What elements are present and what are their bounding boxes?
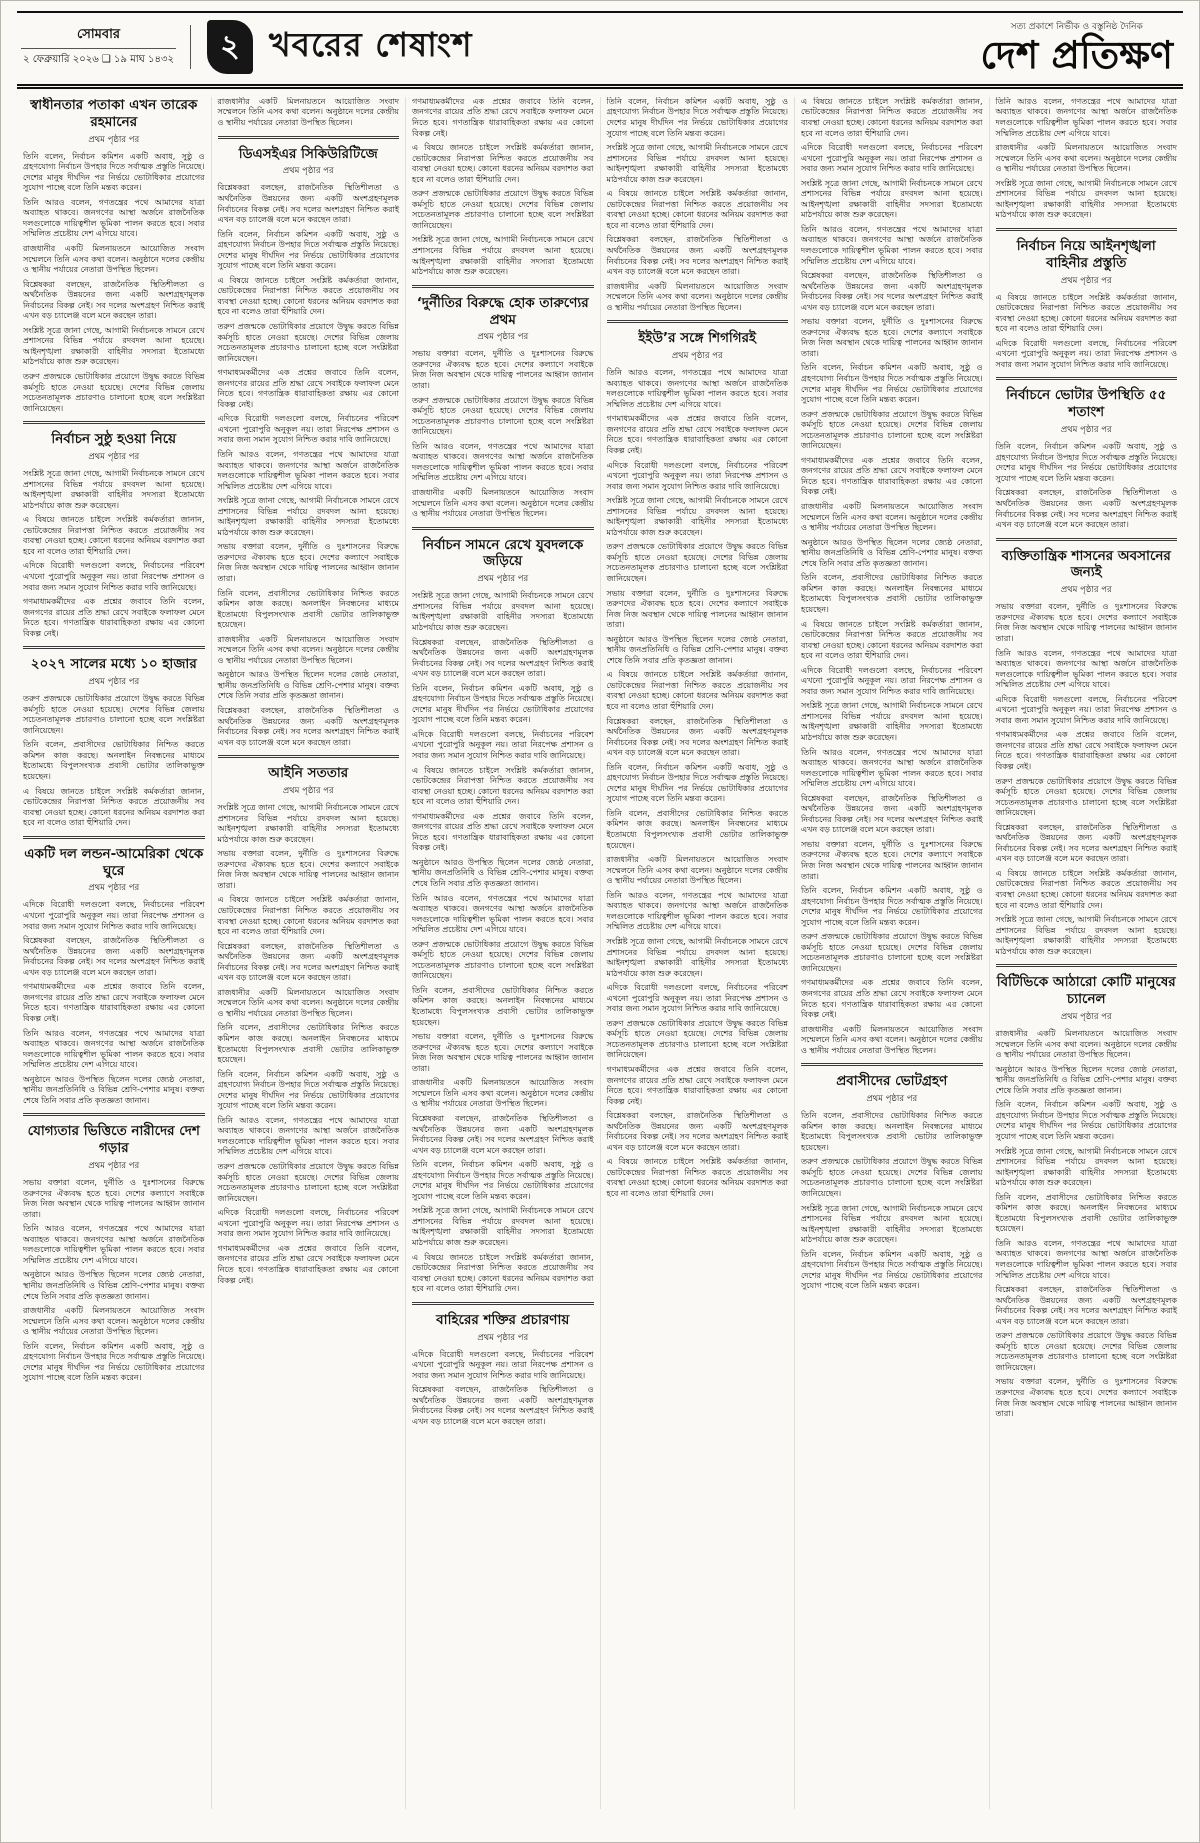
article-paragraph: রাজধানীর একটি মিলনায়তনে আয়োজিত সংবাদ সম্মেলনে তিনি এসব কথা বলেন। অনুষ্ঠানে দলের কেন্দ্রীয় ও স্থানীয় পর্যায়ের নেতারা উপস্থিত ছিলেন। (217, 987, 399, 1018)
article-headline: ব্যক্তিতান্ত্রিক শাসনের অবসানের জন্যই (1001, 547, 1171, 581)
article-paragraph: তরুণ প্রজন্মকে ভোটাধিকার প্রয়োগে উদ্বুদ্ধ করতে বিভিন্ন কর্মসূচি হাতে নেওয়া হয়েছে। দেশের বিভিন্ন জেলায় সচেতনতামূলক প্রচারণাও চালানো হচ্ছে বলে সংশ্লিষ্টরা জানিয়েছেন। (217, 321, 399, 363)
article-paragraph: সভায় বক্তারা বলেন, দুর্নীতি ও দুঃশাসনের বিরুদ্ধে তরুণদের ঐক্যবদ্ধ হতে হবে। দেশের কল্যাণে সবাইকে নিজ নিজ অবস্থান থেকে দায়িত্ব পালনের আহ্বান জানান তারা। (801, 317, 983, 358)
article-paragraph: এদিকে বিরোধী দলগুলো বলছে, নির্বাচনের পরিবেশ এখনো পুরোপুরি অনুকূল নয়। তারা নিরপেক্ষ প্রশাসন ও সবার জন্য সমান সুযোগ নিশ্চিত করার দাবি জানিয়েছে। (995, 338, 1177, 369)
article-paragraph: এদিকে বিরোধী দলগুলো বলছে, নির্বাচনের পরিবেশ এখনো পুরোপুরি অনুকূল নয়। তারা নিরপেক্ষ প্রশাসন ও সবার জন্য সমান সুযোগ নিশ্চিত করার দাবি জানিয়েছে। (412, 1349, 594, 1380)
article-paragraph: তিনি বলেন, প্রবাসীদের ভোটাধিকার নিশ্চিত করতে কমিশন কাজ করছে। অনলাইন নিবন্ধনের মাধ্যমে ইতোমধ্যে বিপুলসংখ্যক প্রবাসী ভোটার তালিকাভুক্ত হয়েছেন। (606, 808, 788, 850)
article-continuation (412, 97, 594, 278)
article-headline: বাহিরের শক্তির প্রচারণায় (436, 1311, 570, 1328)
article-paragraph: এদিকে বিরোধী দলগুলো বলছে, নির্বাচনের পরিবেশ এখনো পুরোপুরি অনুকূল নয়। তারা নিরপেক্ষ প্রশাসন ও সবার জন্য সমান সুযোগ নিশ্চিত করার দাবি জানিয়েছে। (412, 729, 594, 760)
continued-from-label: প্রথম পৃষ্ঠার পর (88, 677, 140, 688)
article-paragraph: এ বিষয়ে জানতে চাইলে সংশ্লিষ্ট কর্মকর্তারা জানান, ভোটকেন্দ্রের নিরাপত্তা নিশ্চিত করতে প্রয়োজনীয় সব ব্যবস্থা নেওয়া হচ্ছে। কোনো ধরনের অনিয়ম বরদাশত করা হবে না বলেও তারা হুঁশিয়ারি দেন। (606, 670, 788, 712)
continued-from-label: প্রথম পৃষ্ঠার পর (88, 134, 140, 145)
article-paragraph: এ বিষয়ে জানতে চাইলে সংশ্লিষ্ট কর্মকর্তারা জানান, ভোটকেন্দ্রের নিরাপত্তা নিশ্চিত করতে প্রয়োজনীয় সব ব্যবস্থা নেওয়া হচ্ছে। কোনো ধরনের অনিয়ম বরদাশত করা হবে না বলেও তারা হুঁশিয়ারি দেন। (801, 619, 983, 661)
date-block (21, 25, 191, 69)
article (412, 527, 594, 1295)
article (412, 285, 594, 520)
article-paragraph: সংশ্লিষ্ট সূত্রে জানা গেছে, আগামী নির্বাচনকে সামনে রেখে প্রশাসনের বিভিন্ন পর্যায়ে রদবদল আনা হয়েছে। আইনশৃঙ্খলা রক্ষাকারী বাহিনীর সদস্যরা ইতোমধ্যে মাঠপর্যায়ে কাজ শুরু করেছেন। (23, 325, 205, 367)
articles-grid (17, 97, 1183, 1809)
article-paragraph: অনুষ্ঠানে আরও উপস্থিত ছিলেন দলের জ্যেষ্ঠ নেতারা, স্থানীয় জনপ্রতিনিধি ও বিভিন্ন শ্রেণি-পেশার মানুষ। বক্তব্য শেষে তিনি সবার প্রতি কৃতজ্ঞতা জানান। (995, 1064, 1177, 1095)
article-paragraph: সংশ্লিষ্ট সূত্রে জানা গেছে, আগামী নির্বাচনকে সামনে রেখে প্রশাসনের বিভিন্ন পর্যায়ে রদবদল আনা হয়েছে। আইনশৃঙ্খলা রক্ষাকারী বাহিনীর সদস্যরা ইতোমধ্যে মাঠপর্যায়ে কাজ শুরু করেছেন। (606, 143, 788, 184)
article-paragraph: এ বিষয়ে জানতে চাইলে সংশ্লিষ্ট কর্মকর্তারা জানান, ভোটকেন্দ্রের নিরাপত্তা নিশ্চিত করতে প্রয়োজনীয় সব ব্যবস্থা নেওয়া হচ্ছে। কোনো ধরনের অনিয়ম বরদাশত করা হবে না বলেও তারা হুঁশিয়ারি দেন। (995, 868, 1177, 910)
article-paragraph: বিশ্লেষকরা বলছেন, রাজনৈতিক স্থিতিশীলতা ও অর্থনৈতিক উন্নয়নের জন্য একটি অংশগ্রহণমূলক নির্বাচনের বিকল্প নেই। সব দলের অংশগ্রহণ নিশ্চিত করাই এখন বড় চ্যালেঞ্জ বলে মনে করছেন তারা। (995, 822, 1177, 864)
article-paragraph: রাজধানীর একটি মিলনায়তনে আয়োজিত সংবাদ সম্মেলনে তিনি এসব কথা বলেন। অনুষ্ঠানে দলের কেন্দ্রীয় ও স্থানীয় পর্যায়ের নেতারা উপস্থিত ছিলেন। (606, 855, 788, 886)
article-paragraph: রাজধানীর একটি মিলনায়তনে আয়োজিত সংবাদ সম্মেলনে তিনি এসব কথা বলেন। অনুষ্ঠানে দলের কেন্দ্রীয় ও স্থানীয় পর্যায়ের নেতারা উপস্থিত ছিলেন। (412, 1078, 594, 1109)
article-paragraph: অনুষ্ঠানে আরও উপস্থিত ছিলেন দলের জ্যেষ্ঠ নেতারা, স্থানীয় জনপ্রতিনিধি ও বিভিন্ন শ্রেণি-পেশার মানুষ। বক্তব্য শেষে তিনি সবার প্রতি কৃতজ্ঞতা জানান। (606, 634, 788, 665)
continued-from-label: প্রথম পৃষ্ঠার পর (88, 1161, 140, 1172)
article-paragraph: তিনি আরও বলেন, গণতন্ত্রের পথে আমাদের যাত্রা অব্যাহত থাকবে। জনগণের আস্থা অর্জনে রাজনৈতিক দলগুলোকে দায়িত্বশীল ভূমিকা পালন করতে হবে। সবার সম্মিলিত প্রচেষ্টায় দেশ এগিয়ে যাবে। (801, 224, 983, 266)
article-paragraph: অনুষ্ঠানে আরও উপস্থিত ছিলেন দলের জ্যেষ্ঠ নেতারা, স্থানীয় জনপ্রতিনিধি ও বিভিন্ন শ্রেণি-পেশার মানুষ। বক্তব্য শেষে তিনি সবার প্রতি কৃতজ্ঞতা জানান। (412, 857, 594, 889)
article-paragraph: বিশ্লেষকরা বলছেন, রাজনৈতিক স্থিতিশীলতা ও অর্থনৈতিক উন্নয়নের জন্য একটি অংশগ্রহণমূলক নির্বাচনের বিকল্প নেই। সব দলের অংশগ্রহণ নিশ্চিত করাই এখন বড় চ্যালেঞ্জ বলে মনে করছেন তারা। (23, 279, 205, 321)
weekday-label: সোমবার (21, 25, 176, 49)
masthead-tagline: সত্য প্রকাশে নির্ভীক ও বস্তুনিষ্ঠ দৈনিক (1010, 22, 1143, 32)
article-paragraph: সংশ্লিষ্ট সূত্রে জানা গেছে, আগামী নির্বাচনকে সামনে রেখে প্রশাসনের বিভিন্ন পর্যায়ে রদবদল আনা হয়েছে। আইনশৃঙ্খলা রক্ষাকারী বাহিনীর সদস্যরা ইতোমধ্যে মাঠপর্যায়ে কাজ শুরু করেছেন। (23, 469, 205, 510)
article-headline: নির্বাচন নিয়ে আইনশৃঙ্খলা বাহিনীর প্রস্তুতি (1016, 237, 1156, 271)
article-paragraph: সভায় বক্তারা বলেন, দুর্নীতি ও দুঃশাসনের বিরুদ্ধে তরুণদের ঐক্যবদ্ধ হতে হবে। দেশের কল্যাণে সবাইকে নিজ নিজ অবস্থান থেকে দায়িত্ব পালনের আহ্বান জানান তারা। (217, 849, 399, 890)
continued-from-label: প্রথম পৃষ্ঠার পর (282, 166, 334, 177)
article-paragraph: বিশ্লেষকরা বলছেন, রাজনৈতিক স্থিতিশীলতা ও অর্থনৈতিক উন্নয়নের জন্য একটি অংশগ্রহণমূলক নির্বাচনের বিকল্প নেই। সব দলের অংশগ্রহণ নিশ্চিত করাই এখন বড় চ্যালেঞ্জ বলে মনে করছেন তারা। (217, 941, 399, 983)
article-paragraph: তিনি আরও বলেন, গণতন্ত্রের পথে আমাদের যাত্রা অব্যাহত থাকবে। জনগণের আস্থা অর্জনে রাজনৈতিক দলগুলোকে দায়িত্বশীল ভূমিকা পালন করতে হবে। সবার সম্মিলিত প্রচেষ্টায় দেশ এগিয়ে যাবে। (23, 1028, 205, 1070)
article-paragraph: রাজধানীর একটি মিলনায়তনে আয়োজিত সংবাদ সম্মেলনে তিনি এসব কথা বলেন। অনুষ্ঠানে দলের কেন্দ্রীয় ও স্থানীয় পর্যায়ের নেতারা উপস্থিত ছিলেন। (23, 1306, 205, 1337)
article-paragraph: তিনি বলেন, নির্বাচন কমিশন একটি অবাধ, সুষ্ঠু ও গ্রহণযোগ্য নির্বাচন উপহার দিতে সর্বাত্মক প্রস্তুতি নিয়েছে। দেশের মানুষ দীর্ঘদিন পর নির্ভয়ে ভোটাধিকার প্রয়োগের সুযোগ পাচ্ছে বলে তিনি মন্তব্য করেন। (606, 96, 788, 138)
article (801, 1063, 983, 1292)
article-paragraph: বিশ্লেষকরা বলছেন, রাজনৈতিক স্থিতিশীলতা ও অর্থনৈতিক উন্নয়নের জন্য একটি অংশগ্রহণমূলক নির্বাচনের বিকল্প নেই। সব দলের অংশগ্রহণ নিশ্চিত করাই এখন বড় চ্যালেঞ্জ বলে মনে করছেন তারা। (606, 235, 788, 277)
article-paragraph: বিশ্লেষকরা বলছেন, রাজনৈতিক স্থিতিশীলতা ও অর্থনৈতিক উন্নয়নের জন্য একটি অংশগ্রহণমূলক নির্বাচনের বিকল্প নেই। সব দলের অংশগ্রহণ নিশ্চিত করাই এখন বড় চ্যালেঞ্জ বলে মনে করছেন তারা। (412, 1113, 594, 1155)
article-paragraph: এ বিষয়ে জানতে চাইলে সংশ্লিষ্ট কর্মকর্তারা জানান, ভোটকেন্দ্রের নিরাপত্তা নিশ্চিত করতে প্রয়োজনীয় সব ব্যবস্থা নেওয়া হচ্ছে। কোনো ধরনের অনিয়ম বরদাশত করা হবে না বলেও তারা হুঁশিয়ারি দেন। (412, 143, 594, 184)
article-paragraph: সভায় বক্তারা বলেন, দুর্নীতি ও দুঃশাসনের বিরুদ্ধে তরুণদের ঐক্যবদ্ধ হতে হবে। দেশের কল্যাণে সবাইকে নিজ নিজ অবস্থান থেকে দায়িত্ব পালনের আহ্বান জানান তারা। (23, 1178, 205, 1219)
continued-from-label: প্রথম পৃষ্ঠার পর (866, 1094, 918, 1105)
page-header (17, 11, 1183, 89)
article-paragraph: সংশ্লিষ্ট সূত্রে জানা গেছে, আগামী নির্বাচনকে সামনে রেখে প্রশাসনের বিভিন্ন পর্যায়ে রদবদল আনা হয়েছে। আইনশৃঙ্খলা রক্ষাকারী বাহিনীর সদস্যরা ইতোমধ্যে মাঠপর্যায়ে কাজ শুরু করেছেন। (801, 178, 983, 220)
article-paragraph: বিশ্লেষকরা বলছেন, রাজনৈতিক স্থিতিশীলতা ও অর্থনৈতিক উন্নয়নের জন্য একটি অংশগ্রহণমূলক নির্বাচনের বিকল্প নেই। সব দলের অংশগ্রহণ নিশ্চিত করাই এখন বড় চ্যালেঞ্জ বলে মনে করছেন তারা। (995, 488, 1177, 530)
article-paragraph: সংশ্লিষ্ট সূত্রে জানা গেছে, আগামী নির্বাচনকে সামনে রেখে প্রশাসনের বিভিন্ন পর্যায়ে রদবদল আনা হয়েছে। আইনশৃঙ্খলা রক্ষাকারী বাহিনীর সদস্যরা ইতোমধ্যে মাঠপর্যায়ে কাজ শুরু করেছেন। (995, 915, 1177, 956)
article-paragraph: বিশ্লেষকরা বলছেন, রাজনৈতিক স্থিতিশীলতা ও অর্থনৈতিক উন্নয়নের জন্য একটি অংশগ্রহণমূলক নির্বাচনের বিকল্প নেই। সব দলের অংশগ্রহণ নিশ্চিত করাই এখন বড় চ্যালেঞ্জ বলে মনে করছেন তারা। (412, 1385, 594, 1426)
article-paragraph: তিনি বলেন, নির্বাচন কমিশন একটি অবাধ, সুষ্ঠু ও গ্রহণযোগ্য নির্বাচন উপহার দিতে সর্বাত্মক প্রস্তুতি নিয়েছে। দেশের মানুষ দীর্ঘদিন পর নির্ভয়ে ভোটাধিকার প্রয়োগের সুযোগ পাচ্ছে বলে তিনি মন্তব্য করেন। (23, 1341, 205, 1383)
article-headline: যোগ্যতার ভিত্তিতে নারীদের দেশ গড়ার (27, 1123, 200, 1157)
article-paragraph: এদিকে বিরোধী দলগুলো বলছে, নির্বাচনের পরিবেশ এখনো পুরোপুরি অনুকূল নয়। তারা নিরপেক্ষ প্রশাসন ও সবার জন্য সমান সুযোগ নিশ্চিত করার দাবি জানিয়েছে। (23, 561, 205, 592)
article-paragraph: বিশ্লেষকরা বলছেন, রাজনৈতিক স্থিতিশীলতা ও অর্থনৈতিক উন্নয়নের জন্য একটি অংশগ্রহণমূলক নির্বাচনের বিকল্প নেই। সব দলের অংশগ্রহণ নিশ্চিত করাই এখন বড় চ্যালেঞ্জ বলে মনে করছেন তারা। (995, 1285, 1177, 1326)
article-paragraph: অনুষ্ঠানে আরও উপস্থিত ছিলেন দলের জ্যেষ্ঠ নেতারা, স্থানীয় জনপ্রতিনিধি ও বিভিন্ন শ্রেণি-পেশার মানুষ। বক্তব্য শেষে তিনি সবার প্রতি কৃতজ্ঞতা জানান। (217, 670, 399, 701)
article (996, 228, 1178, 371)
article-paragraph: গণমাধ্যমকর্মীদের এক প্রশ্নের জবাবে তিনি বলেন, জনগণের রায়ের প্রতি শ্রদ্ধা রেখে সবাইকে ফলাফল মেনে নিতে হবে। গণতান্ত্রিক ধারাবাহিকতা রক্ষায় এর কোনো বিকল্প নেই। (606, 1064, 788, 1106)
article-paragraph: রাজধানীর একটি মিলনায়তনে আয়োজিত সংবাদ সম্মেলনে তিনি এসব কথা বলেন। অনুষ্ঠানে দলের কেন্দ্রীয় ও স্থানীয় পর্যায়ের নেতারা উপস্থিত ছিলেন। (995, 143, 1177, 174)
article-paragraph: অনুষ্ঠানে আরও উপস্থিত ছিলেন দলের জ্যেষ্ঠ নেতারা, স্থানীয় জনপ্রতিনিধি ও বিভিন্ন শ্রেণি-পেশার মানুষ। বক্তব্য শেষে তিনি সবার প্রতি কৃতজ্ঞতা জানান। (23, 1270, 205, 1301)
article-paragraph: বিশ্লেষকরা বলছেন, রাজনৈতিক স্থিতিশীলতা ও অর্থনৈতিক উন্নয়নের জন্য একটি অংশগ্রহণমূলক নির্বাচনের বিকল্প নেই। সব দলের অংশগ্রহণ নিশ্চিত করাই এখন বড় চ্যালেঞ্জ বলে মনে করছেন তারা। (801, 793, 983, 835)
article-paragraph: সভায় বক্তারা বলেন, দুর্নীতি ও দুঃশাসনের বিরুদ্ধে তরুণদের ঐক্যবদ্ধ হতে হবে। দেশের কল্যাণে সবাইকে নিজ নিজ অবস্থান থেকে দায়িত্ব পালনের আহ্বান জানান তারা। (412, 349, 594, 391)
continued-from-label: প্রথম পৃষ্ঠার পর (477, 574, 529, 585)
article-paragraph: তরুণ প্রজন্মকে ভোটাধিকার প্রয়োগে উদ্বুদ্ধ করতে বিভিন্ন কর্মসূচি হাতে নেওয়া হয়েছে। দেশের বিভিন্ন জেলায় সচেতনতামূলক প্রচারণাও চালানো হচ্ছে বলে সংশ্লিষ্টরা জানিয়েছেন। (606, 542, 788, 583)
article-headline: ইইউ’র সঙ্গে শিগগিরই (638, 330, 757, 347)
column-4 (600, 97, 795, 1809)
article-paragraph: সংশ্লিষ্ট সূত্রে জানা গেছে, আগামী নির্বাচনকে সামনে রেখে প্রশাসনের বিভিন্ন পর্যায়ে রদবদল আনা হয়েছে। আইনশৃঙ্খলা রক্ষাকারী বাহিনীর সদস্যরা ইতোমধ্যে মাঠপর্যায়ে কাজ শুরু করেছেন। (995, 178, 1177, 220)
article-paragraph: তিনি আরও বলেন, গণতন্ত্রের পথে আমাদের যাত্রা অব্যাহত থাকবে। জনগণের আস্থা অর্জনে রাজনৈতিক দলগুলোকে দায়িত্বশীল ভূমিকা পালন করতে হবে। সবার সম্মিলিত প্রচেষ্টায় দেশ এগিয়ে যাবে। (995, 648, 1177, 690)
article-headline: নির্বাচন সামনে রেখে যুবদলকে জড়িয়ে (422, 536, 584, 570)
article-paragraph: তরুণ প্রজন্মকে ভোটাধিকার প্রয়োগে উদ্বুদ্ধ করতে বিভিন্ন কর্মসূচি হাতে নেওয়া হয়েছে। দেশের বিভিন্ন জেলায় সচেতনতামূলক প্রচারণাও চালানো হচ্ছে বলে সংশ্লিষ্টরা জানিয়েছেন। (606, 1018, 788, 1060)
article (218, 755, 400, 1286)
column-6 (989, 97, 1184, 1809)
article-paragraph: সংশ্লিষ্ট সূত্রে জানা গেছে, আগামী নির্বাচনকে সামনে রেখে প্রশাসনের বিভিন্ন পর্যায়ে রদবদল আনা হয়েছে। আইনশৃঙ্খলা রক্ষাকারী বাহিনীর সদস্যরা ইতোমধ্যে মাঠপর্যায়ে কাজ শুরু করেছেন। (606, 936, 788, 978)
article-paragraph: এদিকে বিরোধী দলগুলো বলছে, নির্বাচনের পরিবেশ এখনো পুরোপুরি অনুকূল নয়। তারা নিরপেক্ষ প্রশাসন ও সবার জন্য সমান সুযোগ নিশ্চিত করার দাবি জানিয়েছে। (217, 414, 399, 445)
article-paragraph: গণমাধ্যমকর্মীদের এক প্রশ্নের জবাবে তিনি বলেন, জনগণের রায়ের প্রতি শ্রদ্ধা রেখে সবাইকে ফলাফল মেনে নিতে হবে। গণতান্ত্রিক ধারাবাহিকতা রক্ষায় এর কোনো বিকল্প নেই। (23, 597, 205, 638)
article-paragraph: সংশ্লিষ্ট সূত্রে জানা গেছে, আগামী নির্বাচনকে সামনে রেখে প্রশাসনের বিভিন্ন পর্যায়ে রদবদল আনা হয়েছে। আইনশৃঙ্খলা রক্ষাকারী বাহিনীর সদস্যরা ইতোমধ্যে মাঠপর্যায়ে কাজ শুরু করেছেন। (995, 1146, 1177, 1188)
newspaper-logo: দেশ প্রতিক্ষণ (980, 33, 1173, 77)
article-paragraph: রাজধানীর একটি মিলনায়তনে আয়োজিত সংবাদ সম্মেলনে তিনি এসব কথা বলেন। অনুষ্ঠানে দলের কেন্দ্রীয় ও স্থানীয় পর্যায়ের নেতারা উপস্থিত ছিলেন। (412, 487, 594, 519)
article-paragraph: এ বিষয়ে জানতে চাইলে সংশ্লিষ্ট কর্মকর্তারা জানান, ভোটকেন্দ্রের নিরাপত্তা নিশ্চিত করতে প্রয়োজনীয় সব ব্যবস্থা নেওয়া হচ্ছে। কোনো ধরনের অনিয়ম বরদাশত করা হবে না বলেও তারা হুঁশিয়ারি দেন। (412, 1252, 594, 1294)
continued-from-label: প্রথম পৃষ্ঠার পর (671, 351, 723, 362)
article-paragraph: রাজধানীর একটি মিলনায়তনে আয়োজিত সংবাদ সম্মেলনে তিনি এসব কথা বলেন। অনুষ্ঠানে দলের কেন্দ্রীয় ও স্থানীয় পর্যায়ের নেতারা উপস্থিত ছিলেন। (23, 244, 205, 275)
article-paragraph: এ বিষয়ে জানতে চাইলে সংশ্লিষ্ট কর্মকর্তারা জানান, ভোটকেন্দ্রের নিরাপত্তা নিশ্চিত করতে প্রয়োজনীয় সব ব্যবস্থা নেওয়া হচ্ছে। কোনো ধরনের অনিয়ম বরদাশত করা হবে না বলেও তারা হুঁশিয়ারি দেন। (23, 515, 205, 556)
article-paragraph: গণমাধ্যমকর্মীদের এক প্রশ্নের জবাবে তিনি বলেন, জনগণের রায়ের প্রতি শ্রদ্ধা রেখে সবাইকে ফলাফল মেনে নিতে হবে। গণতান্ত্রিক ধারাবাহিকতা রক্ষায় এর কোনো বিকল্প নেই। (801, 455, 983, 497)
article-paragraph: তিনি বলেন, প্রবাসীদের ভোটাধিকার নিশ্চিত করতে কমিশন কাজ করছে। অনলাইন নিবন্ধনের মাধ্যমে ইতোমধ্যে বিপুলসংখ্যক প্রবাসী ভোটার তালিকাভুক্ত হয়েছেন। (801, 573, 983, 614)
article-paragraph: বিশ্লেষকরা বলছেন, রাজনৈতিক স্থিতিশীলতা ও অর্থনৈতিক উন্নয়নের জন্য একটি অংশগ্রহণমূলক নির্বাচনের বিকল্প নেই। সব দলের অংশগ্রহণ নিশ্চিত করাই এখন বড় চ্যালেঞ্জ বলে মনে করছেন তারা। (801, 271, 983, 312)
continued-from-label: প্রথম পৃষ্ঠার পর (88, 883, 140, 894)
article (996, 377, 1178, 530)
article-paragraph: এ বিষয়ে জানতে চাইলে সংশ্লিষ্ট কর্মকর্তারা জানান, ভোটকেন্দ্রের নিরাপত্তা নিশ্চিত করতে প্রয়োজনীয় সব ব্যবস্থা নেওয়া হচ্ছে। কোনো ধরনের অনিয়ম বরদাশত করা হবে না বলেও তারা হুঁশিয়ারি দেন। (23, 786, 205, 828)
article-paragraph: তিনি বলেন, নির্বাচন কমিশন একটি অবাধ, সুষ্ঠু ও গ্রহণযোগ্য নির্বাচন উপহার দিতে সর্বাত্মক প্রস্তুতি নিয়েছে। দেশের মানুষ দীর্ঘদিন পর নির্ভয়ে ভোটাধিকার প্রয়োগের সুযোগ পাচ্ছে বলে তিনি মন্তব্য করেন। (801, 363, 983, 405)
article-paragraph: গণমাধ্যমকর্মীদের এক প্রশ্নের জবাবে তিনি বলেন, জনগণের রায়ের প্রতি শ্রদ্ধা রেখে সবাইকে ফলাফল মেনে নিতে হবে। গণতান্ত্রিক ধারাবাহিকতা রক্ষায় এর কোনো বিকল্প নেই। (412, 96, 594, 138)
column-3 (405, 97, 600, 1809)
article-paragraph: তিনি আরও বলেন, গণতন্ত্রের পথে আমাদের যাত্রা অব্যাহত থাকবে। জনগণের আস্থা অর্জনে রাজনৈতিক দলগুলোকে দায়িত্বশীল ভূমিকা পালন করতে হবে। সবার সম্মিলিত প্রচেষ্টায় দেশ এগিয়ে যাবে। (606, 368, 788, 409)
article-paragraph: রাজধানীর একটি মিলনায়তনে আয়োজিত সংবাদ সম্মেলনে তিনি এসব কথা বলেন। অনুষ্ঠানে দলের কেন্দ্রীয় ও স্থানীয় পর্যায়ের নেতারা উপস্থিত ছিলেন। (995, 1029, 1177, 1060)
date-line: ২ ফেব্রুয়ারি ২০২৬ ❑ ১৯ মাঘ ১৪৩২ (23, 54, 174, 66)
article-paragraph: রাজধানীর একটি মিলনায়তনে আয়োজিত সংবাদ সম্মেলনে তিনি এসব কথা বলেন। অনুষ্ঠানে দলের কেন্দ্রীয় ও স্থানীয় পর্যায়ের নেতারা উপস্থিত ছিলেন। (217, 96, 399, 127)
article-paragraph: তিনি বলেন, নির্বাচন কমিশন একটি অবাধ, সুষ্ঠু ও গ্রহণযোগ্য নির্বাচন উপহার দিতে সর্বাত্মক প্রস্তুতি নিয়েছে। দেশের মানুষ দীর্ঘদিন পর নির্ভয়ে ভোটাধিকার প্রয়োগের সুযোগ পাচ্ছে বলে তিনি মন্তব্য করেন। (412, 1160, 594, 1201)
article-paragraph: গণমাধ্যমকর্মীদের এক প্রশ্নের জবাবে তিনি বলেন, জনগণের রায়ের প্রতি শ্রদ্ধা রেখে সবাইকে ফলাফল মেনে নিতে হবে। গণতান্ত্রিক ধারাবাহিকতা রক্ষায় এর কোনো বিকল্প নেই। (995, 730, 1177, 772)
article-paragraph: গণমাধ্যমকর্মীদের এক প্রশ্নের জবাবে তিনি বলেন, জনগণের রায়ের প্রতি শ্রদ্ধা রেখে সবাইকে ফলাফল মেনে নিতে হবে। গণতান্ত্রিক ধারাবাহিকতা রক্ষায় এর কোনো বিকল্প নেই। (217, 1243, 399, 1285)
article-paragraph: তরুণ প্রজন্মকে ভোটাধিকার প্রয়োগে উদ্বুদ্ধ করতে বিভিন্ন কর্মসূচি হাতে নেওয়া হয়েছে। দেশের বিভিন্ন জেলায় সচেতনতামূলক প্রচারণাও চালানো হচ্ছে বলে সংশ্লিষ্টরা জানিয়েছেন। (217, 1162, 399, 1203)
article (23, 836, 205, 1107)
column-1 (17, 97, 211, 1809)
article-paragraph: অনুষ্ঠানে আরও উপস্থিত ছিলেন দলের জ্যেষ্ঠ নেতারা, স্থানীয় জনপ্রতিনিধি ও বিভিন্ন শ্রেণি-পেশার মানুষ। বক্তব্য শেষে তিনি সবার প্রতি কৃতজ্ঞতা জানান। (801, 537, 983, 568)
article-paragraph: গণমাধ্যমকর্মীদের এক প্রশ্নের জবাবে তিনি বলেন, জনগণের রায়ের প্রতি শ্রদ্ধা রেখে সবাইকে ফলাফল মেনে নিতে হবে। গণতান্ত্রিক ধারাবাহিকতা রক্ষায় এর কোনো বিকল্প নেই। (606, 414, 788, 455)
article-paragraph: তিনি বলেন, নির্বাচন কমিশন একটি অবাধ, সুষ্ঠু ও গ্রহণযোগ্য নির্বাচন উপহার দিতে সর্বাত্মক প্রস্তুতি নিয়েছে। দেশের মানুষ দীর্ঘদিন পর নির্ভয়ে ভোটাধিকার প্রয়োগের সুযোগ পাচ্ছে বলে তিনি মন্তব্য করেন। (412, 683, 594, 725)
article (996, 964, 1178, 1419)
article-paragraph: তিনি আরও বলেন, গণতন্ত্রের পথে আমাদের যাত্রা অব্যাহত থাকবে। জনগণের আস্থা অর্জনে রাজনৈতিক দলগুলোকে দায়িত্বশীল ভূমিকা পালন করতে হবে। সবার সম্মিলিত প্রচেষ্টায় দেশ এগিয়ে যাবে। (217, 1115, 399, 1157)
article-paragraph: তিনি আরও বলেন, গণতন্ত্রের পথে আমাদের যাত্রা অব্যাহত থাকবে। জনগণের আস্থা অর্জনে রাজনৈতিক দলগুলোকে দায়িত্বশীল ভূমিকা পালন করতে হবে। সবার সম্মিলিত প্রচেষ্টায় দেশ এগিয়ে যাবে। (412, 893, 594, 935)
article (996, 538, 1178, 958)
section-title: খবরের শেষাংশ (269, 25, 473, 65)
article-paragraph: সভায় বক্তারা বলেন, দুর্নীতি ও দুঃশাসনের বিরুদ্ধে তরুণদের ঐক্যবদ্ধ হতে হবে। দেশের কল্যাণে সবাইকে নিজ নিজ অবস্থান থেকে দায়িত্ব পালনের আহ্বান জানান তারা। (995, 1377, 1177, 1419)
article-headline: স্বাধীনতার পতাকা এখন তারেক রহমানের (30, 96, 198, 130)
article-paragraph: তিনি আরও বলেন, গণতন্ত্রের পথে আমাদের যাত্রা অব্যাহত থাকবে। জনগণের আস্থা অর্জনে রাজনৈতিক দলগুলোকে দায়িত্বশীল ভূমিকা পালন করতে হবে। সবার সম্মিলিত প্রচেষ্টায় দেশ এগিয়ে যাবে। (23, 1224, 205, 1265)
article-headline: নির্বাচনে ভোটার উপস্থিতি ৫৫ শতাংশ (1006, 387, 1167, 421)
article-paragraph: এ বিষয়ে জানতে চাইলে সংশ্লিষ্ট কর্মকর্তারা জানান, ভোটকেন্দ্রের নিরাপত্তা নিশ্চিত করতে প্রয়োজনীয় সব ব্যবস্থা নেওয়া হচ্ছে। কোনো ধরনের অনিয়ম বরদাশত করা হবে না বলেও তারা হুঁশিয়ারি দেন। (217, 275, 399, 317)
article (218, 136, 400, 749)
article-paragraph: তিনি আরও বলেন, গণতন্ত্রের পথে আমাদের যাত্রা অব্যাহত থাকবে। জনগণের আস্থা অর্জনে রাজনৈতিক দলগুলোকে দায়িত্বশীল ভূমিকা পালন করতে হবে। সবার সম্মিলিত প্রচেষ্টায় দেশ এগিয়ে যাবে। (801, 747, 983, 789)
column-2 (211, 97, 406, 1809)
page-number-badge: ২ (207, 20, 253, 74)
article-paragraph: এদিকে বিরোধী দলগুলো বলছে, নির্বাচনের পরিবেশ এখনো পুরোপুরি অনুকূল নয়। তারা নিরপেক্ষ প্রশাসন ও সবার জন্য সমান সুযোগ নিশ্চিত করার দাবি জানিয়েছে। (606, 983, 788, 1014)
article-paragraph: তিনি বলেন, প্রবাসীদের ভোটাধিকার নিশ্চিত করতে কমিশন কাজ করছে। অনলাইন নিবন্ধনের মাধ্যমে ইতোমধ্যে বিপুলসংখ্যক প্রবাসী ভোটার তালিকাভুক্ত হয়েছেন। (217, 1023, 399, 1065)
article-paragraph: তরুণ প্রজন্মকে ভোটাধিকার প্রয়োগে উদ্বুদ্ধ করতে বিভিন্ন কর্মসূচি হাতে নেওয়া হয়েছে। দেশের বিভিন্ন জেলায় সচেতনতামূলক প্রচারণাও চালানো হচ্ছে বলে সংশ্লিষ্টরা জানিয়েছেন। (412, 395, 594, 437)
continued-from-label: প্রথম পৃষ্ঠার পর (1060, 425, 1112, 436)
article-paragraph: তিনি বলেন, প্রবাসীদের ভোটাধিকার নিশ্চিত করতে কমিশন কাজ করছে। অনলাইন নিবন্ধনের মাধ্যমে ইতোমধ্যে বিপুলসংখ্যক প্রবাসী ভোটার তালিকাভুক্ত হয়েছেন। (23, 740, 205, 781)
article-paragraph: অনুষ্ঠানে আরও উপস্থিত ছিলেন দলের জ্যেষ্ঠ নেতারা, স্থানীয় জনপ্রতিনিধি ও বিভিন্ন শ্রেণি-পেশার মানুষ। বক্তব্য শেষে তিনি সবার প্রতি কৃতজ্ঞতা জানান। (23, 1074, 205, 1105)
article-paragraph: তিনি বলেন, নির্বাচন কমিশন একটি অবাধ, সুষ্ঠু ও গ্রহণযোগ্য নির্বাচন উপহার দিতে সর্বাত্মক প্রস্তুতি নিয়েছে। দেশের মানুষ দীর্ঘদিন পর নির্ভয়ে ভোটাধিকার প্রয়োগের সুযোগ পাচ্ছে বলে তিনি মন্তব্য করেন। (995, 1100, 1177, 1141)
article-paragraph: বিশ্লেষকরা বলছেন, রাজনৈতিক স্থিতিশীলতা ও অর্থনৈতিক উন্নয়নের জন্য একটি অংশগ্রহণমূলক নির্বাচনের বিকল্প নেই। সব দলের অংশগ্রহণ নিশ্চিত করাই এখন বড় চ্যালেঞ্জ বলে মনে করছেন তারা। (217, 706, 399, 747)
article-paragraph: রাজধানীর একটি মিলনায়তনে আয়োজিত সংবাদ সম্মেলনে তিনি এসব কথা বলেন। অনুষ্ঠানে দলের কেন্দ্রীয় ও স্থানীয় পর্যায়ের নেতারা উপস্থিত ছিলেন। (606, 281, 788, 312)
article-paragraph: তরুণ প্রজন্মকে ভোটাধিকার প্রয়োগে উদ্বুদ্ধ করতে বিভিন্ন কর্মসূচি হাতে নেওয়া হয়েছে। দেশের বিভিন্ন জেলায় সচেতনতামূলক প্রচারণাও চালানো হচ্ছে বলে সংশ্লিষ্টরা জানিয়েছেন। (412, 939, 594, 981)
article-paragraph: তিনি বলেন, নির্বাচন কমিশন একটি অবাধ, সুষ্ঠু ও গ্রহণযোগ্য নির্বাচন উপহার দিতে সর্বাত্মক প্রস্তুতি নিয়েছে। দেশের মানুষ দীর্ঘদিন পর নির্ভয়ে ভোটাধিকার প্রয়োগের সুযোগ পাচ্ছে বলে তিনি মন্তব্য করেন। (606, 762, 788, 804)
article-paragraph: গণমাধ্যমকর্মীদের এক প্রশ্নের জবাবে তিনি বলেন, জনগণের রায়ের প্রতি শ্রদ্ধা রেখে সবাইকে ফলাফল মেনে নিতে হবে। গণতান্ত্রিক ধারাবাহিকতা রক্ষায় এর কোনো বিকল্প নেই। (801, 978, 983, 1020)
article-paragraph: সংশ্লিষ্ট সূত্রে জানা গেছে, আগামী নির্বাচনকে সামনে রেখে প্রশাসনের বিভিন্ন পর্যায়ে রদবদল আনা হয়েছে। আইনশৃঙ্খলা রক্ষাকারী বাহিনীর সদস্যরা ইতোমধ্যে মাঠপর্যায়ে কাজ শুরু করেছেন। (801, 701, 983, 742)
article-paragraph: এদিকে বিরোধী দলগুলো বলছে, নির্বাচনের পরিবেশ এখনো পুরোপুরি অনুকূল নয়। তারা নিরপেক্ষ প্রশাসন ও সবার জন্য সমান সুযোগ নিশ্চিত করার দাবি জানিয়েছে। (801, 143, 983, 174)
article-paragraph: সংশ্লিষ্ট সূত্রে জানা গেছে, আগামী নির্বাচনকে সামনে রেখে প্রশাসনের বিভিন্ন পর্যায়ে রদবদল আনা হয়েছে। আইনশৃঙ্খলা রক্ষাকারী বাহিনীর সদস্যরা ইতোমধ্যে মাঠপর্যায়ে কাজ শুরু করেছেন। (412, 1206, 594, 1247)
article-paragraph: এ বিষয়ে জানতে চাইলে সংশ্লিষ্ট কর্মকর্তারা জানান, ভোটকেন্দ্রের নিরাপত্তা নিশ্চিত করতে প্রয়োজনীয় সব ব্যবস্থা নেওয়া হচ্ছে। কোনো ধরনের অনিয়ম বরদাশত করা হবে না বলেও তারা হুঁশিয়ারি দেন। (606, 189, 788, 230)
article-paragraph: রাজধানীর একটি মিলনায়তনে আয়োজিত সংবাদ সম্মেলনে তিনি এসব কথা বলেন। অনুষ্ঠানে দলের কেন্দ্রীয় ও স্থানীয় পর্যায়ের নেতারা উপস্থিত ছিলেন। (217, 634, 399, 665)
article-paragraph: তিনি আরও বলেন, গণতন্ত্রের পথে আমাদের যাত্রা অব্যাহত থাকবে। জনগণের আস্থা অর্জনে রাজনৈতিক দলগুলোকে দায়িত্বশীল ভূমিকা পালন করতে হবে। সবার সম্মিলিত প্রচেষ্টায় দেশ এগিয়ে যাবে। (995, 96, 1177, 138)
article-paragraph: গণমাধ্যমকর্মীদের এক প্রশ্নের জবাবে তিনি বলেন, জনগণের রায়ের প্রতি শ্রদ্ধা রেখে সবাইকে ফলাফল মেনে নিতে হবে। গণতান্ত্রিক ধারাবাহিকতা রক্ষায় এর কোনো বিকল্প নেই। (412, 811, 594, 853)
article-continuation (607, 97, 789, 313)
article-paragraph: তিনি বলেন, নির্বাচন কমিশন একটি অবাধ, সুষ্ঠু ও গ্রহণযোগ্য নির্বাচন উপহার দিতে সর্বাত্মক প্রস্তুতি নিয়েছে। দেশের মানুষ দীর্ঘদিন পর নির্ভয়ে ভোটাধিকার প্রয়োগের সুযোগ পাচ্ছে বলে তিনি মন্তব্য করেন। (995, 442, 1177, 483)
article-paragraph: তিনি বলেন, নির্বাচন কমিশন একটি অবাধ, সুষ্ঠু ও গ্রহণযোগ্য নির্বাচন উপহার দিতে সর্বাত্মক প্রস্তুতি নিয়েছে। দেশের মানুষ দীর্ঘদিন পর নির্ভয়ে ভোটাধিকার প্রয়োগের সুযোগ পাচ্ছে বলে তিনি মন্তব্য করেন। (23, 151, 205, 193)
article-paragraph: তিনি বলেন, প্রবাসীদের ভোটাধিকার নিশ্চিত করতে কমিশন কাজ করছে। অনলাইন নিবন্ধনের মাধ্যমে ইতোমধ্যে বিপুলসংখ্যক প্রবাসী ভোটার তালিকাভুক্ত হয়েছেন। (995, 1192, 1177, 1234)
article (23, 1113, 205, 1384)
article-paragraph: গণমাধ্যমকর্মীদের এক প্রশ্নের জবাবে তিনি বলেন, জনগণের রায়ের প্রতি শ্রদ্ধা রেখে সবাইকে ফলাফল মেনে নিতে হবে। গণতান্ত্রিক ধারাবাহিকতা রক্ষায় এর কোনো বিকল্প নেই। (217, 368, 399, 409)
article-paragraph: তিনি বলেন, নির্বাচন কমিশন একটি অবাধ, সুষ্ঠু ও গ্রহণযোগ্য নির্বাচন উপহার দিতে সর্বাত্মক প্রস্তুতি নিয়েছে। দেশের মানুষ দীর্ঘদিন পর নির্ভয়ে ভোটাধিকার প্রয়োগের সুযোগ পাচ্ছে বলে তিনি মন্তব্য করেন। (801, 886, 983, 927)
article-paragraph: গণমাধ্যমকর্মীদের এক প্রশ্নের জবাবে তিনি বলেন, জনগণের রায়ের প্রতি শ্রদ্ধা রেখে সবাইকে ফলাফল মেনে নিতে হবে। গণতান্ত্রিক ধারাবাহিকতা রক্ষায় এর কোনো বিকল্প নেই। (23, 982, 205, 1023)
article-paragraph: সভায় বক্তারা বলেন, দুর্নীতি ও দুঃশাসনের বিরুদ্ধে তরুণদের ঐক্যবদ্ধ হতে হবে। দেশের কল্যাণে সবাইকে নিজ নিজ অবস্থান থেকে দায়িত্ব পালনের আহ্বান জানান তারা। (801, 839, 983, 881)
article-paragraph: এ বিষয়ে জানতে চাইলে সংশ্লিষ্ট কর্মকর্তারা জানান, ভোটকেন্দ্রের নিরাপত্তা নিশ্চিত করতে প্রয়োজনীয় সব ব্যবস্থা নেওয়া হচ্ছে। কোনো ধরনের অনিয়ম বরদাশত করা হবে না বলেও তারা হুঁশিয়ারি দেন। (995, 292, 1177, 334)
article-paragraph: বিশ্লেষকরা বলছেন, রাজনৈতিক স্থিতিশীলতা ও অর্থনৈতিক উন্নয়নের জন্য একটি অংশগ্রহণমূলক নির্বাচনের বিকল্প নেই। সব দলের অংশগ্রহণ নিশ্চিত করাই এখন বড় চ্যালেঞ্জ বলে মনে করছেন তারা। (412, 637, 594, 679)
continued-from-label: প্রথম পৃষ্ঠার পর (282, 786, 334, 797)
article-paragraph: বিশ্লেষকরা বলছেন, রাজনৈতিক স্থিতিশীলতা ও অর্থনৈতিক উন্নয়নের জন্য একটি অংশগ্রহণমূলক নির্বাচনের বিকল্প নেই। সব দলের অংশগ্রহণ নিশ্চিত করাই এখন বড় চ্যালেঞ্জ বলে মনে করছেন তারা। (23, 936, 205, 977)
article-paragraph: বিশ্লেষকরা বলছেন, রাজনৈতিক স্থিতিশীলতা ও অর্থনৈতিক উন্নয়নের জন্য একটি অংশগ্রহণমূলক নির্বাচনের বিকল্প নেই। সব দলের অংশগ্রহণ নিশ্চিত করাই এখন বড় চ্যালেঞ্জ বলে মনে করছেন তারা। (606, 1111, 788, 1152)
article-paragraph: সভায় বক্তারা বলেন, দুর্নীতি ও দুঃশাসনের বিরুদ্ধে তরুণদের ঐক্যবদ্ধ হতে হবে। দেশের কল্যাণে সবাইকে নিজ নিজ অবস্থান থেকে দায়িত্ব পালনের আহ্বান জানান তারা। (412, 1032, 594, 1073)
article-paragraph: রাজধানীর একটি মিলনায়তনে আয়োজিত সংবাদ সম্মেলনে তিনি এসব কথা বলেন। অনুষ্ঠানে দলের কেন্দ্রীয় ও স্থানীয় পর্যায়ের নেতারা উপস্থিত ছিলেন। (801, 1024, 983, 1055)
article-paragraph: তরুণ প্রজন্মকে ভোটাধিকার প্রয়োগে উদ্বুদ্ধ করতে বিভিন্ন কর্মসূচি হাতে নেওয়া হয়েছে। দেশের বিভিন্ন জেলায় সচেতনতামূলক প্রচারণাও চালানো হচ্ছে বলে সংশ্লিষ্টরা জানিয়েছেন। (801, 409, 983, 451)
article-paragraph: এদিকে বিরোধী দলগুলো বলছে, নির্বাচনের পরিবেশ এখনো পুরোপুরি অনুকূল নয়। তারা নিরপেক্ষ প্রশাসন ও সবার জন্য সমান সুযোগ নিশ্চিত করার দাবি জানিয়েছে। (801, 665, 983, 696)
article-paragraph: সভায় বক্তারা বলেন, দুর্নীতি ও দুঃশাসনের বিরুদ্ধে তরুণদের ঐক্যবদ্ধ হতে হবে। দেশের কল্যাণে সবাইকে নিজ নিজ অবস্থান থেকে দায়িত্ব পালনের আহ্বান জানান তারা। (606, 588, 788, 630)
article-headline: প্রবাসীদের ভোটগ্রহণ (836, 1073, 948, 1090)
article-headline: ডিএসইএর সিকিউরিটিজে (238, 145, 378, 162)
article-headline: ২০২৭ সালের মধ্যে ১০ হাজার (30, 656, 197, 673)
continued-from-label: প্রথম পৃষ্ঠার পর (477, 332, 529, 343)
article-paragraph: তরুণ প্রজন্মকে ভোটাধিকার প্রয়োগে উদ্বুদ্ধ করতে বিভিন্ন কর্মসূচি হাতে নেওয়া হয়েছে। দেশের বিভিন্ন জেলায় সচেতনতামূলক প্রচারণাও চালানো হচ্ছে বলে সংশ্লিষ্টরা জানিয়েছেন। (412, 189, 594, 230)
article (607, 320, 789, 1199)
continued-from-label: প্রথম পৃষ্ঠার পর (1060, 1012, 1112, 1023)
article-headline: বিটিভিকে আঠারো কোটি মানুষের চ্যানেল (996, 974, 1176, 1008)
article-paragraph: তিনি বলেন, নির্বাচন কমিশন একটি অবাধ, সুষ্ঠু ও গ্রহণযোগ্য নির্বাচন উপহার দিতে সর্বাত্মক প্রস্তুতি নিয়েছে। দেশের মানুষ দীর্ঘদিন পর নির্ভয়ে ভোটাধিকার প্রয়োগের সুযোগ পাচ্ছে বলে তিনি মন্তব্য করেন। (217, 1069, 399, 1111)
article-paragraph: রাজধানীর একটি মিলনায়তনে আয়োজিত সংবাদ সম্মেলনে তিনি এসব কথা বলেন। অনুষ্ঠানে দলের কেন্দ্রীয় ও স্থানীয় পর্যায়ের নেতারা উপস্থিত ছিলেন। (801, 502, 983, 533)
article-paragraph: তিনি বলেন, নির্বাচন কমিশন একটি অবাধ, সুষ্ঠু ও গ্রহণযোগ্য নির্বাচন উপহার দিতে সর্বাত্মক প্রস্তুতি নিয়েছে। দেশের মানুষ দীর্ঘদিন পর নির্ভয়ে ভোটাধিকার প্রয়োগের সুযোগ পাচ্ছে বলে তিনি মন্তব্য করেন। (217, 229, 399, 271)
article-continuation (218, 97, 400, 129)
article-paragraph: সংশ্লিষ্ট সূত্রে জানা গেছে, আগামী নির্বাচনকে সামনে রেখে প্রশাসনের বিভিন্ন পর্যায়ে রদবদল আনা হয়েছে। আইনশৃঙ্খলা রক্ষাকারী বাহিনীর সদস্যরা ইতোমধ্যে মাঠপর্যায়ে কাজ শুরু করেছেন। (412, 591, 594, 632)
article-paragraph: সংশ্লিষ্ট সূত্রে জানা গেছে, আগামী নির্বাচনকে সামনে রেখে প্রশাসনের বিভিন্ন পর্যায়ে রদবদল আনা হয়েছে। আইনশৃঙ্খলা রক্ষাকারী বাহিনীর সদস্যরা ইতোমধ্যে মাঠপর্যায়ে কাজ শুরু করেছেন। (217, 803, 399, 844)
article-paragraph: তরুণ প্রজন্মকে ভোটাধিকার প্রয়োগে উদ্বুদ্ধ করতে বিভিন্ন কর্মসূচি হাতে নেওয়া হয়েছে। দেশের বিভিন্ন জেলায় সচেতনতামূলক প্রচারণাও চালানো হচ্ছে বলে সংশ্লিষ্টরা জানিয়েছেন। (23, 372, 205, 413)
article-paragraph: তিনি আরও বলেন, গণতন্ত্রের পথে আমাদের যাত্রা অব্যাহত থাকবে। জনগণের আস্থা অর্জনে রাজনৈতিক দলগুলোকে দায়িত্বশীল ভূমিকা পালন করতে হবে। সবার সম্মিলিত প্রচেষ্টায় দেশ এগিয়ে যাবে। (217, 449, 399, 491)
article-paragraph: বিশ্লেষকরা বলছেন, রাজনৈতিক স্থিতিশীলতা ও অর্থনৈতিক উন্নয়নের জন্য একটি অংশগ্রহণমূলক নির্বাচনের বিকল্প নেই। সব দলের অংশগ্রহণ নিশ্চিত করাই এখন বড় চ্যালেঞ্জ বলে মনে করছেন তারা। (606, 716, 788, 758)
article-paragraph: তিনি বলেন, প্রবাসীদের ভোটাধিকার নিশ্চিত করতে কমিশন কাজ করছে। অনলাইন নিবন্ধনের মাধ্যমে ইতোমধ্যে বিপুলসংখ্যক প্রবাসী ভোটার তালিকাভুক্ত হয়েছেন। (801, 1111, 983, 1152)
article-paragraph: তরুণ প্রজন্মকে ভোটাধিকার প্রয়োগে উদ্বুদ্ধ করতে বিভিন্ন কর্মসূচি হাতে নেওয়া হয়েছে। দেশের বিভিন্ন জেলায় সচেতনতামূলক প্রচারণাও চালানো হচ্ছে বলে সংশ্লিষ্টরা জানিয়েছেন। (995, 1331, 1177, 1372)
continued-from-label: প্রথম পৃষ্ঠার পর (1060, 275, 1112, 286)
continued-from-label: প্রথম পৃষ্ঠার পর (1060, 585, 1112, 596)
article-paragraph: এ বিষয়ে জানতে চাইলে সংশ্লিষ্ট কর্মকর্তারা জানান, ভোটকেন্দ্রের নিরাপত্তা নিশ্চিত করতে প্রয়োজনীয় সব ব্যবস্থা নেওয়া হচ্ছে। কোনো ধরনের অনিয়ম বরদাশত করা হবে না বলেও তারা হুঁশিয়ারি দেন। (217, 895, 399, 937)
continued-from-label: প্রথম পৃষ্ঠার পর (88, 452, 140, 463)
article-paragraph: এ বিষয়ে জানতে চাইলে সংশ্লিষ্ট কর্মকর্তারা জানান, ভোটকেন্দ্রের নিরাপত্তা নিশ্চিত করতে প্রয়োজনীয় সব ব্যবস্থা নেওয়া হচ্ছে। কোনো ধরনের অনিয়ম বরদাশত করা হবে না বলেও তারা হুঁশিয়ারি দেন। (412, 765, 594, 807)
article-paragraph: বিশ্লেষকরা বলছেন, রাজনৈতিক স্থিতিশীলতা ও অর্থনৈতিক উন্নয়নের জন্য একটি অংশগ্রহণমূলক নির্বাচনের বিকল্প নেই। সব দলের অংশগ্রহণ নিশ্চিত করাই এখন বড় চ্যালেঞ্জ বলে মনে করছেন তারা। (217, 183, 399, 225)
article-paragraph: তিনি আরও বলেন, গণতন্ত্রের পথে আমাদের যাত্রা অব্যাহত থাকবে। জনগণের আস্থা অর্জনে রাজনৈতিক দলগুলোকে দায়িত্বশীল ভূমিকা পালন করতে হবে। সবার সম্মিলিত প্রচেষ্টায় দেশ এগিয়ে যাবে। (23, 197, 205, 239)
column-5 (794, 97, 989, 1809)
article-paragraph: এদিকে বিরোধী দলগুলো বলছে, নির্বাচনের পরিবেশ এখনো পুরোপুরি অনুকূল নয়। তারা নিরপেক্ষ প্রশাসন ও সবার জন্য সমান সুযোগ নিশ্চিত করার দাবি জানিয়েছে। (606, 460, 788, 491)
article-paragraph: তিনি আরও বলেন, গণতন্ত্রের পথে আমাদের যাত্রা অব্যাহত থাকবে। জনগণের আস্থা অর্জনে রাজনৈতিক দলগুলোকে দায়িত্বশীল ভূমিকা পালন করতে হবে। সবার সম্মিলিত প্রচেষ্টায় দেশ এগিয়ে যাবে। (995, 1238, 1177, 1280)
article-paragraph: তরুণ প্রজন্মকে ভোটাধিকার প্রয়োগে উদ্বুদ্ধ করতে বিভিন্ন কর্মসূচি হাতে নেওয়া হয়েছে। দেশের বিভিন্ন জেলায় সচেতনতামূলক প্রচারণাও চালানো হচ্ছে বলে সংশ্লিষ্টরা জানিয়েছেন। (23, 694, 205, 735)
article (412, 1302, 594, 1428)
article-paragraph: সংশ্লিষ্ট সূত্রে জানা গেছে, আগামী নির্বাচনকে সামনে রেখে প্রশাসনের বিভিন্ন পর্যায়ে রদবদল আনা হয়েছে। আইনশৃঙ্খলা রক্ষাকারী বাহিনীর সদস্যরা ইতোমধ্যে মাঠপর্যায়ে কাজ শুরু করেছেন। (412, 235, 594, 277)
masthead (980, 19, 1179, 76)
article (23, 646, 205, 828)
article-paragraph: সভায় বক্তারা বলেন, দুর্নীতি ও দুঃশাসনের বিরুদ্ধে তরুণদের ঐক্যবদ্ধ হতে হবে। দেশের কল্যাণে সবাইকে নিজ নিজ অবস্থান থেকে দায়িত্ব পালনের আহ্বান জানান তারা। (217, 542, 399, 583)
article-headline: আইনি সততার (268, 765, 349, 782)
article (23, 421, 205, 639)
article-paragraph: তরুণ প্রজন্মকে ভোটাধিকার প্রয়োগে উদ্বুদ্ধ করতে বিভিন্ন কর্মসূচি হাতে নেওয়া হয়েছে। দেশের বিভিন্ন জেলায় সচেতনতামূলক প্রচারণাও চালানো হচ্ছে বলে সংশ্লিষ্টরা জানিয়েছেন। (995, 776, 1177, 818)
article-continuation (996, 97, 1178, 221)
continued-from-label: প্রথম পৃষ্ঠার পর (477, 1332, 529, 1343)
article-paragraph: সংশ্লিষ্ট সূত্রে জানা গেছে, আগামী নির্বাচনকে সামনে রেখে প্রশাসনের বিভিন্ন পর্যায়ে রদবদল আনা হয়েছে। আইনশৃঙ্খলা রক্ষাকারী বাহিনীর সদস্যরা ইতোমধ্যে মাঠপর্যায়ে কাজ শুরু করেছেন। (217, 496, 399, 537)
article-headline: একটি দল লন্ডন-আমেরিকা থেকে ঘুরে (24, 845, 204, 879)
article-paragraph: এদিকে বিরোধী দলগুলো বলছে, নির্বাচনের পরিবেশ এখনো পুরোপুরি অনুকূল নয়। তারা নিরপেক্ষ প্রশাসন ও সবার জন্য সমান সুযোগ নিশ্চিত করার দাবি জানিয়েছে। (217, 1208, 399, 1239)
article-headline: নির্বাচন সুষ্ঠু হওয়া নিয়ে (51, 431, 177, 448)
article (23, 97, 205, 414)
article-paragraph: তিনি আরও বলেন, গণতন্ত্রের পথে আমাদের যাত্রা অব্যাহত থাকবে। জনগণের আস্থা অর্জনে রাজনৈতিক দলগুলোকে দায়িত্বশীল ভূমিকা পালন করতে হবে। সবার সম্মিলিত প্রচেষ্টায় দেশ এগিয়ে যাবে। (606, 890, 788, 932)
article-paragraph: এ বিষয়ে জানতে চাইলে সংশ্লিষ্ট কর্মকর্তারা জানান, ভোটকেন্দ্রের নিরাপত্তা নিশ্চিত করতে প্রয়োজনীয় সব ব্যবস্থা নেওয়া হচ্ছে। কোনো ধরনের অনিয়ম বরদাশত করা হবে না বলেও তারা হুঁশিয়ারি দেন। (801, 96, 983, 138)
article-paragraph: সভায় বক্তারা বলেন, দুর্নীতি ও দুঃশাসনের বিরুদ্ধে তরুণদের ঐক্যবদ্ধ হতে হবে। দেশের কল্যাণে সবাইকে নিজ নিজ অবস্থান থেকে দায়িত্ব পালনের আহ্বান জানান তারা। (995, 602, 1177, 643)
article-paragraph: এ বিষয়ে জানতে চাইলে সংশ্লিষ্ট কর্মকর্তারা জানান, ভোটকেন্দ্রের নিরাপত্তা নিশ্চিত করতে প্রয়োজনীয় সব ব্যবস্থা নেওয়া হচ্ছে। কোনো ধরনের অনিয়ম বরদাশত করা হবে না বলেও তারা হুঁশিয়ারি দেন। (606, 1157, 788, 1198)
article-paragraph: এদিকে বিরোধী দলগুলো বলছে, নির্বাচনের পরিবেশ এখনো পুরোপুরি অনুকূল নয়। তারা নিরপেক্ষ প্রশাসন ও সবার জন্য সমান সুযোগ নিশ্চিত করার দাবি জানিয়েছে। (995, 694, 1177, 725)
article-headline: ‘দুর্নীতির বিরুদ্ধে হোক তারুণ্যের প্রথম (416, 294, 589, 328)
article-paragraph: তরুণ প্রজন্মকে ভোটাধিকার প্রয়োগে উদ্বুদ্ধ করতে বিভিন্ন কর্মসূচি হাতে নেওয়া হয়েছে। দেশের বিভিন্ন জেলায় সচেতনতামূলক প্রচারণাও চালানো হচ্ছে বলে সংশ্লিষ্টরা জানিয়েছেন। (801, 932, 983, 973)
article-paragraph: সংশ্লিষ্ট সূত্রে জানা গেছে, আগামী নির্বাচনকে সামনে রেখে প্রশাসনের বিভিন্ন পর্যায়ে রদবদল আনা হয়েছে। আইনশৃঙ্খলা রক্ষাকারী বাহিনীর সদস্যরা ইতোমধ্যে মাঠপর্যায়ে কাজ শুরু করেছেন। (801, 1203, 983, 1245)
article-paragraph: তিনি বলেন, প্রবাসীদের ভোটাধিকার নিশ্চিত করতে কমিশন কাজ করছে। অনলাইন নিবন্ধনের মাধ্যমে ইতোমধ্যে বিপুলসংখ্যক প্রবাসী ভোটার তালিকাভুক্ত হয়েছেন। (217, 588, 399, 630)
article-paragraph: এদিকে বিরোধী দলগুলো বলছে, নির্বাচনের পরিবেশ এখনো পুরোপুরি অনুকূল নয়। তারা নিরপেক্ষ প্রশাসন ও সবার জন্য সমান সুযোগ নিশ্চিত করার দাবি জানিয়েছে। (23, 900, 205, 931)
article-paragraph: তিনি বলেন, নির্বাচন কমিশন একটি অবাধ, সুষ্ঠু ও গ্রহণযোগ্য নির্বাচন উপহার দিতে সর্বাত্মক প্রস্তুতি নিয়েছে। দেশের মানুষ দীর্ঘদিন পর নির্ভয়ে ভোটাধিকার প্রয়োগের সুযোগ পাচ্ছে বলে তিনি মন্তব্য করেন। (801, 1249, 983, 1291)
article-continuation (801, 97, 983, 1056)
article-paragraph: তিনি আরও বলেন, গণতন্ত্রের পথে আমাদের যাত্রা অব্যাহত থাকবে। জনগণের আস্থা অর্জনে রাজনৈতিক দলগুলোকে দায়িত্বশীল ভূমিকা পালন করতে হবে। সবার সম্মিলিত প্রচেষ্টায় দেশ এগিয়ে যাবে। (412, 441, 594, 483)
article-paragraph: তরুণ প্রজন্মকে ভোটাধিকার প্রয়োগে উদ্বুদ্ধ করতে বিভিন্ন কর্মসূচি হাতে নেওয়া হয়েছে। দেশের বিভিন্ন জেলায় সচেতনতামূলক প্রচারণাও চালানো হচ্ছে বলে সংশ্লিষ্টরা জানিয়েছেন। (801, 1157, 983, 1198)
article-paragraph: সংশ্লিষ্ট সূত্রে জানা গেছে, আগামী নির্বাচনকে সামনে রেখে প্রশাসনের বিভিন্ন পর্যায়ে রদবদল আনা হয়েছে। আইনশৃঙ্খলা রক্ষাকারী বাহিনীর সদস্যরা ইতোমধ্যে মাঠপর্যায়ে কাজ শুরু করেছেন। (606, 496, 788, 537)
article-paragraph: তিনি বলেন, প্রবাসীদের ভোটাধিকার নিশ্চিত করতে কমিশন কাজ করছে। অনলাইন নিবন্ধনের মাধ্যমে ইতোমধ্যে বিপুলসংখ্যক প্রবাসী ভোটার তালিকাভুক্ত হয়েছেন। (412, 985, 594, 1027)
